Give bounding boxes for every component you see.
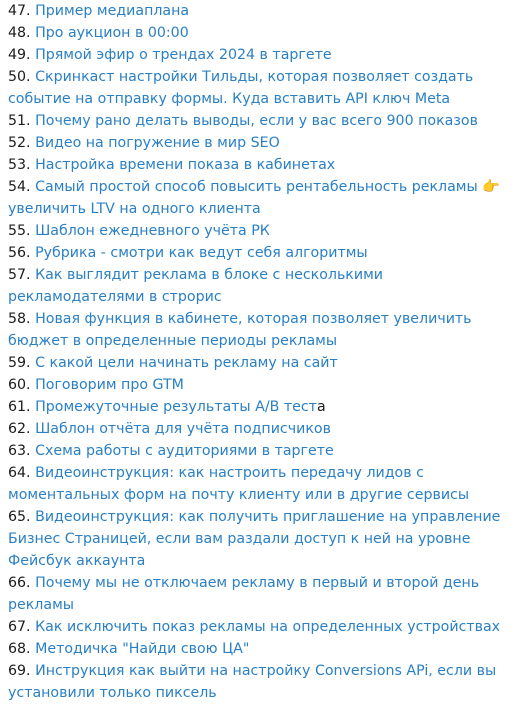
- item-number: 55.: [8, 223, 31, 239]
- item-link[interactable]: Самый простой способ повысить рентабельность рекламы: [35, 179, 478, 195]
- item-link[interactable]: Как выглядит реклама в блоке с несколькими рекламодателями в строрис: [8, 267, 384, 305]
- item-number: 54.: [8, 179, 31, 195]
- item-link[interactable]: Видеоинструкция: как настроить передачу лидов с моментальных форм на почту клиенту или в другие сервисы: [8, 465, 470, 503]
- list-item-49: [8, 44, 512, 66]
- list-item-50: [8, 66, 512, 110]
- item-number: 59.: [8, 355, 31, 371]
- list-item-59: [8, 352, 512, 374]
- item-tail-text: а: [316, 399, 326, 415]
- item-number: 69.: [8, 663, 31, 679]
- item-link[interactable]: Настройка времени показа в кабинетах: [35, 157, 336, 173]
- item-number: 65.: [8, 509, 31, 525]
- item-link[interactable]: Поговорим про GTM: [35, 377, 184, 393]
- item-link[interactable]: Скринкаст настройки Тильды, которая позволяет создать событие на отправку формы. Куда вставить API ключ Meta: [8, 69, 474, 107]
- item-link[interactable]: Видео на погружение в мир SEO: [35, 135, 280, 151]
- list-item-62: [8, 418, 512, 440]
- item-number: 57.: [8, 267, 31, 283]
- list-item-51: [8, 110, 512, 132]
- list-item-66: [8, 572, 512, 616]
- item-link[interactable]: Шаблон ежедневного учёта РК: [35, 223, 270, 239]
- list-item-57: [8, 264, 512, 308]
- item-link[interactable]: Методичка "Найди свою ЦА": [35, 641, 250, 657]
- item-number: 62.: [8, 421, 31, 437]
- list-item-65: [8, 506, 512, 572]
- list-item-54: [8, 176, 512, 220]
- item-link[interactable]: Рубрика - смотри как ведут себя алгоритмы: [35, 245, 368, 261]
- item-link[interactable]: Шаблон отчёта для учёта подписчиков: [35, 421, 331, 437]
- item-link[interactable]: Про аукцион в 00:00: [35, 25, 189, 41]
- list-item-68: [8, 638, 512, 660]
- item-link-continuation[interactable]: увеличить LTV на одного клиента: [8, 201, 261, 217]
- list-item-47: [8, 0, 512, 22]
- item-link[interactable]: Пример медиаплана: [35, 3, 190, 19]
- list-item-69: [8, 660, 512, 704]
- item-link[interactable]: Почему рано делать выводы, если у вас всего 900 показов: [35, 113, 478, 129]
- item-number: 48.: [8, 25, 31, 41]
- item-number: 63.: [8, 443, 31, 459]
- pointing-right-icon: 👉: [482, 179, 500, 195]
- list-item-55: [8, 220, 512, 242]
- list-item-60: [8, 374, 512, 396]
- item-number: 58.: [8, 311, 31, 327]
- item-link[interactable]: Новая функция в кабинете, которая позволяет увеличить бюджет в определенные периоды рекламы: [8, 311, 472, 349]
- item-number: 64.: [8, 465, 31, 481]
- item-link[interactable]: Видеоинструкция: как получить приглашение на управление Бизнес Страницей, если вам раздали доступ к ней на уровне Фейсбук аккаунта: [8, 509, 501, 569]
- list-item-56: [8, 242, 512, 264]
- item-number: 47.: [8, 3, 31, 19]
- list-item-48: [8, 22, 512, 44]
- item-link[interactable]: Как исключить показ рекламы на определенных устройствах: [35, 619, 501, 635]
- item-number: 52.: [8, 135, 31, 151]
- item-number: 51.: [8, 113, 31, 129]
- item-number: 50.: [8, 69, 31, 85]
- list-item-63: [8, 440, 512, 462]
- item-link[interactable]: Промежуточные результаты A/B тест: [35, 399, 317, 415]
- item-number: 67.: [8, 619, 31, 635]
- list-item-53: [8, 154, 512, 176]
- item-number: 49.: [8, 47, 31, 63]
- list-item-64: [8, 462, 512, 506]
- list-item-67: [8, 616, 512, 638]
- list-item-52: [8, 132, 512, 154]
- list-item-61: [8, 396, 512, 418]
- item-number: 68.: [8, 641, 31, 657]
- item-number: 61.: [8, 399, 31, 415]
- item-link[interactable]: С какой цели начинать рекламу на сайт: [35, 355, 338, 371]
- item-link[interactable]: Инструкция как выйти на настройку Conversions APi, если вы установили только пиксель: [8, 663, 497, 701]
- list-item-58: [8, 308, 512, 352]
- item-number: 60.: [8, 377, 31, 393]
- item-link[interactable]: Прямой эфир о трендах 2024 в таргете: [35, 47, 332, 63]
- item-number: 53.: [8, 157, 31, 173]
- item-link[interactable]: Почему мы не отключаем рекламу в первый и второй день рекламы: [8, 575, 480, 613]
- item-number: 56.: [8, 245, 31, 261]
- item-number: 66.: [8, 575, 31, 591]
- item-link[interactable]: Схема работы с аудиториями в таргете: [35, 443, 334, 459]
